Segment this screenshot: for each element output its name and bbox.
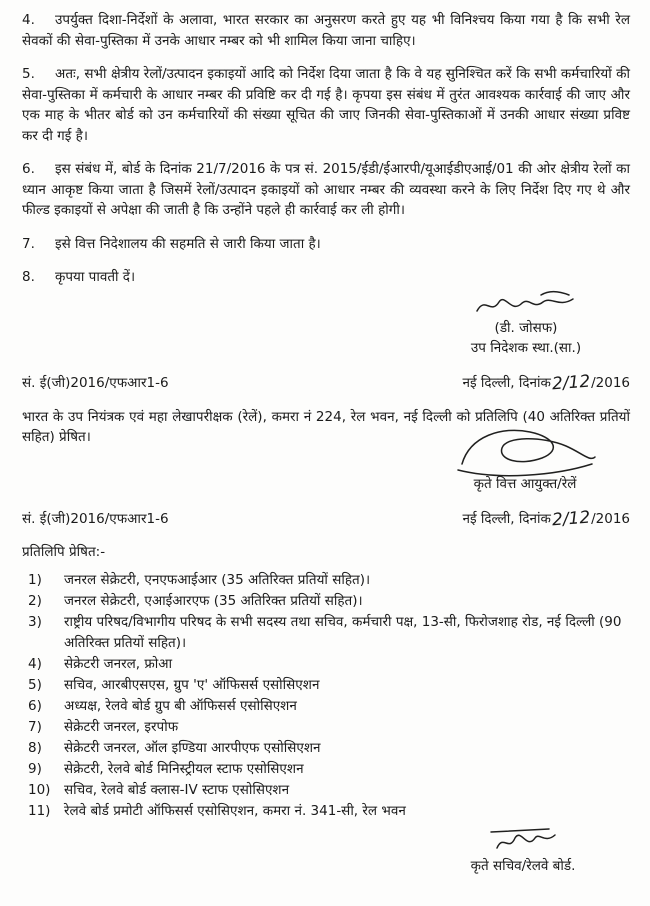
item-number: 9) — [28, 761, 42, 778]
file-number: सं. ई(जी)2016/एफआर1-6 — [22, 510, 169, 527]
item-text: सेक्रेटरी, रेलवे बोर्ड मिनिस्ट्रीयल स्टाफ एसोसिएशन — [64, 761, 304, 778]
paragraph-5 — [22, 64, 630, 146]
printed-year: /2016 — [591, 375, 630, 392]
distribution-item-1 — [22, 570, 630, 591]
item-number: 11) — [28, 803, 51, 820]
item-text: सचिव, रेलवे बोर्ड क्लास-IV स्टाफ एसोसिएशन — [64, 782, 290, 799]
item-number: 3) — [28, 613, 42, 630]
paragraph-text: उपर्युक्त दिशा-निर्देशों के अलावा, भारत सरकार का अनुसरण करते हुए यह भी विनिश्चय किया गया है कि सभी रेल सेवकों की सेवा-पुस्तिका में उनके आधार नम्बर को भी शामिल किया जाना चाहिए। — [22, 12, 630, 49]
item-number: 5) — [28, 676, 42, 693]
paragraph-text: इस संबंध में, बोर्ड के दिनांक 21/7/2016 के पत्र सं. 2015/ईडी/ईआरपी/यूआईडीएआई/01 की ओर क्षेत्रीय रेलों का ध्यान आकृष्ट किया जाता है जिसमें रेलों/उत्पादन इकाइयों को आधार नम्बर की व्यवस्था करने के लिए निर्देश दिए गए थे और फील्ड इकाइयों से अपेक्षा की जाती है कि उन्होंने पहले ही कार्रवाई कर ली होगी। — [22, 161, 630, 219]
signature-block-deputy-director — [426, 290, 626, 359]
paragraph-8 — [22, 267, 630, 288]
paragraph-number: 4. — [22, 12, 35, 28]
distribution-item-4 — [22, 654, 630, 675]
distribution-item-5 — [22, 675, 630, 696]
paragraph-text: इसे वित्त निदेशालय की सहमति से जारी किया जाता है। — [55, 235, 321, 252]
item-text: सेक्रेटरी जनरल, ऑल इण्डिया आरपीएफ एसोसिएशन — [64, 740, 321, 757]
place-date-text: नई दिल्ली, दिनांक — [462, 375, 551, 392]
item-number: 6) — [28, 697, 42, 714]
distribution-item-10 — [22, 780, 630, 801]
item-number: 1) — [28, 571, 42, 588]
distribution-item-2 — [22, 591, 630, 612]
item-text: रेलवे बोर्ड प्रमोटी ऑफिसर्स एसोसिएशन, कमरा नं. 341-सी, रेल भवन — [64, 803, 406, 820]
item-text: राष्ट्रीय परिषद/विभागीय परिषद के सभी सदस्य तथा सचिव, कर्मचारी पक्ष, 13-सी, फिरोजशाह रोड, नई दिल्ली (90 अतिरिक्त प्रतियों सहित)। — [64, 613, 622, 651]
paragraph-7 — [22, 234, 630, 255]
item-text: सेक्रेटरी जनरल, फ्रोआ — [64, 655, 173, 672]
handwritten-signature-scribble — [481, 824, 565, 856]
paragraph-text: कृपया पावती दें। — [55, 269, 136, 286]
distribution-item-7 — [22, 717, 630, 738]
distribution-item-11 — [22, 801, 630, 822]
paragraph-text: अतः, सभी क्षेत्रीय रेलों/उत्पादन इकाइयों आदि को निर्देश दिया जाता है कि वे यह सुनिश्चित करें कि सभी कर्मचारियों की सेवा-पुस्तिका में कर्मचारी के आधार नम्बर की प्रविष्टि कर दी गई है। कृपया इस संबंध में तुरंत आवश्यक कार्रवाई की जाए और एक माह के भीतर बोर्ड को उन कर्मचारियों की संख्या सूचित की जाए जिनकी सेवा-पुस्तिकाओं में उनकी आधार संख्या प्रविष्ट कर दी गई है। — [22, 66, 630, 144]
copy-endorsement-paragraph: भारत के उप नियंत्रक एवं महा लेखापरीक्षक (रेलें), कमरा नं 224, रेल भवन, नई दिल्ली को प्रतिलिपि (40 अतिरिक्त प्रतियों सहित) प्रेषित। — [22, 408, 630, 446]
signatory-name: (डी. जोसफ) — [494, 319, 558, 336]
item-text: सचिव, आरबीएसएस, ग्रुप 'ए' ऑफिसर्स एसोसिएशन — [64, 676, 320, 693]
distribution-item-6 — [22, 696, 630, 717]
item-number: 8) — [28, 740, 42, 757]
place-and-date — [462, 370, 630, 396]
signature-block-finance-commissioner — [420, 420, 630, 494]
paragraph-number: 6. — [22, 161, 35, 178]
paragraph-number: 7. — [22, 235, 35, 252]
item-text: सेक्रेटरी जनरल, इरपोफ — [64, 719, 179, 736]
distribution-item-9 — [22, 759, 630, 780]
reference-line-1 — [22, 370, 630, 396]
signatory-designation: कृते वित्त आयुक्त/रेलें — [473, 475, 577, 492]
handwritten-signature-scribble — [471, 290, 581, 318]
signature-block-secretary-railway-board — [418, 824, 628, 876]
distribution-item-3 — [22, 612, 630, 654]
item-number: 10) — [28, 782, 51, 799]
signatory-designation: कृते सचिव/रेलवे बोर्ड. — [470, 858, 576, 875]
distribution-item-8 — [22, 738, 630, 759]
signatory-designation: उप निदेशक स्था.(सा.) — [470, 339, 582, 356]
paragraph-number: 8. — [22, 269, 35, 286]
paragraph-4 — [22, 10, 630, 51]
handwritten-signature-scribble — [450, 420, 600, 478]
item-number: 4) — [28, 655, 42, 672]
place-date-text: नई दिल्ली, दिनांक — [462, 510, 551, 527]
handwritten-date: 2/12 — [551, 371, 591, 395]
file-number: सं. ई(जी)2016/एफआर1-6 — [22, 375, 169, 392]
item-text: जनरल सेक्रेटरी, एनएफआईआर (35 अतिरिक्त प्रतियों सहित)। — [64, 571, 371, 588]
item-text: अध्यक्ष, रेलवे बोर्ड ग्रुप बी ऑफिसर्स एसोसिएशन — [64, 697, 297, 714]
handwritten-date: 2/12 — [551, 507, 591, 531]
item-text: जनरल सेक्रेटरी, एआईआरएफ (35 अतिरिक्त प्रतियों सहित)। — [64, 592, 363, 609]
place-and-date — [462, 506, 630, 532]
item-number: 2) — [28, 592, 42, 609]
reference-line-2 — [22, 506, 630, 532]
item-number: 7) — [28, 719, 42, 736]
paragraph-number: 5. — [22, 66, 35, 83]
paragraph-6 — [22, 159, 630, 221]
distribution-heading: प्रतिलिपि प्रेषित:- — [22, 544, 106, 561]
printed-year: /2016 — [591, 510, 630, 527]
